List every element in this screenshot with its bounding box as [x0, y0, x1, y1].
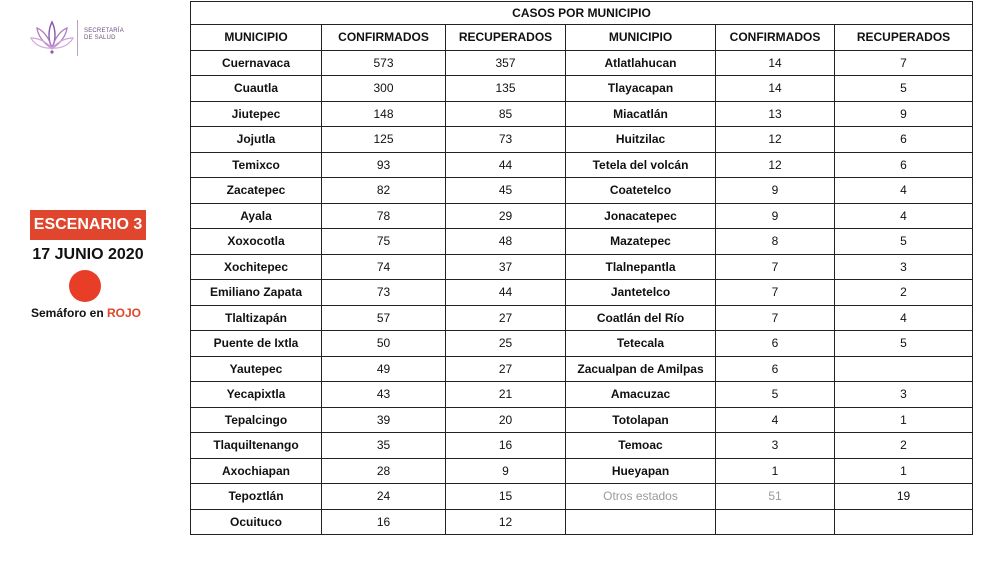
- confirmados-cell: 82: [322, 178, 446, 204]
- municipio-cell: Zacatepec: [191, 178, 322, 204]
- table-row: [191, 101, 973, 127]
- municipio-cell: Miacatlán: [566, 101, 716, 127]
- recuperados-cell: 21: [446, 382, 566, 408]
- org-name: [84, 28, 124, 42]
- recuperados-cell: 25: [446, 331, 566, 357]
- table-row: [191, 458, 973, 484]
- table-row: [191, 76, 973, 102]
- table-header-row: [191, 25, 973, 51]
- municipio-cell: Coatetelco: [566, 178, 716, 204]
- confirmados-cell: 9: [716, 178, 835, 204]
- confirmados-cell: 93: [322, 152, 446, 178]
- municipio-cell: Tepoztlán: [191, 484, 322, 510]
- recuperados-cell: 5: [835, 76, 973, 102]
- municipio-cell: Ayala: [191, 203, 322, 229]
- confirmados-cell: 148: [322, 101, 446, 127]
- confirmados-cell: 24: [322, 484, 446, 510]
- municipio-cell: Tlaquiltenango: [191, 433, 322, 459]
- recuperados-cell: 4: [835, 305, 973, 331]
- confirmados-cell: 9: [716, 203, 835, 229]
- recuperados-cell: 5: [835, 331, 973, 357]
- table-row: [191, 203, 973, 229]
- recuperados-cell: 73: [446, 127, 566, 153]
- confirmados-cell: 125: [322, 127, 446, 153]
- confirmados-cell: 51: [716, 484, 835, 510]
- column-header: CONFIRMADOS: [716, 25, 835, 51]
- column-header: MUNICIPIO: [566, 25, 716, 51]
- municipio-cell: Jonacatepec: [566, 203, 716, 229]
- municipio-cell: Temoac: [566, 433, 716, 459]
- municipio-cell: Temixco: [191, 152, 322, 178]
- recuperados-cell: 7: [835, 50, 973, 76]
- municipio-cell: Cuautla: [191, 76, 322, 102]
- recuperados-cell: [835, 509, 973, 535]
- confirmados-cell: 49: [322, 356, 446, 382]
- logo-divider: [77, 20, 78, 56]
- recuperados-cell: 1: [835, 407, 973, 433]
- table-row: [191, 50, 973, 76]
- confirmados-cell: 8: [716, 229, 835, 255]
- recuperados-cell: 1: [835, 458, 973, 484]
- municipio-cell: Axochiapan: [191, 458, 322, 484]
- table-row: [191, 152, 973, 178]
- recuperados-cell: 20: [446, 407, 566, 433]
- municipio-cell: Yautepec: [191, 356, 322, 382]
- confirmados-cell: 1: [716, 458, 835, 484]
- confirmados-cell: 4: [716, 407, 835, 433]
- recuperados-cell: 19: [835, 484, 973, 510]
- confirmados-cell: 75: [322, 229, 446, 255]
- column-header: CONFIRMADOS: [322, 25, 446, 51]
- recuperados-cell: 27: [446, 356, 566, 382]
- municipio-cell: Jiutepec: [191, 101, 322, 127]
- table-row: [191, 280, 973, 306]
- municipio-cell: Huitzilac: [566, 127, 716, 153]
- table-title: CASOS POR MUNICIPIO: [191, 2, 973, 25]
- municipio-cell: Jantetelco: [566, 280, 716, 306]
- recuperados-cell: 15: [446, 484, 566, 510]
- municipio-cell: Jojutla: [191, 127, 322, 153]
- recuperados-cell: 3: [835, 382, 973, 408]
- table-row: [191, 382, 973, 408]
- table-row: [191, 254, 973, 280]
- table-title-row: [191, 2, 973, 25]
- municipio-cell: Amacuzac: [566, 382, 716, 408]
- confirmados-cell: 7: [716, 280, 835, 306]
- municipio-cell: Emiliano Zapata: [191, 280, 322, 306]
- municipio-cell: Zacualpan de Amilpas: [566, 356, 716, 382]
- municipio-cell: Atlatlahucan: [566, 50, 716, 76]
- confirmados-cell: 12: [716, 127, 835, 153]
- recuperados-cell: 44: [446, 152, 566, 178]
- confirmados-cell: 73: [322, 280, 446, 306]
- recuperados-cell: 4: [835, 203, 973, 229]
- recuperados-cell: 45: [446, 178, 566, 204]
- recuperados-cell: 6: [835, 127, 973, 153]
- confirmados-cell: 50: [322, 331, 446, 357]
- municipio-cell: Mazatepec: [566, 229, 716, 255]
- secretaria-salud-logo: [30, 16, 140, 56]
- table-row: [191, 331, 973, 357]
- recuperados-cell: 135: [446, 76, 566, 102]
- municipio-cell: Hueyapan: [566, 458, 716, 484]
- confirmados-cell: 74: [322, 254, 446, 280]
- scenario-badge: ESCENARIO 3: [30, 210, 146, 240]
- confirmados-cell: 7: [716, 305, 835, 331]
- recuperados-cell: 2: [835, 280, 973, 306]
- column-header: MUNICIPIO: [191, 25, 322, 51]
- confirmados-cell: 6: [716, 356, 835, 382]
- semaforo-color: ROJO: [107, 306, 142, 320]
- confirmados-cell: 6: [716, 331, 835, 357]
- municipio-cell: Tetela del volcán: [566, 152, 716, 178]
- table-row: [191, 229, 973, 255]
- confirmados-cell: 16: [322, 509, 446, 535]
- municipio-cell: Ocuituco: [191, 509, 322, 535]
- recuperados-cell: 85: [446, 101, 566, 127]
- semaforo-prefix: Semáforo en: [30, 306, 107, 320]
- recuperados-cell: 6: [835, 152, 973, 178]
- recuperados-cell: 2: [835, 433, 973, 459]
- municipio-cell: Coatlán del Río: [566, 305, 716, 331]
- confirmados-cell: 39: [322, 407, 446, 433]
- confirmados-cell: 7: [716, 254, 835, 280]
- confirmados-cell: 3: [716, 433, 835, 459]
- table-row: [191, 433, 973, 459]
- recuperados-cell: 44: [446, 280, 566, 306]
- table-row: [191, 356, 973, 382]
- municipio-cell: Tepalcingo: [191, 407, 322, 433]
- recuperados-cell: 29: [446, 203, 566, 229]
- confirmados-cell: 43: [322, 382, 446, 408]
- municipio-cell: Xoxocotla: [191, 229, 322, 255]
- table-row: [191, 178, 973, 204]
- org-line1: SECRETARÍA: [84, 28, 124, 34]
- org-line2: DE SALUD: [84, 35, 116, 41]
- municipio-cell: Puente de Ixtla: [191, 331, 322, 357]
- municipio-cell: Yecapixtla: [191, 382, 322, 408]
- recuperados-cell: 27: [446, 305, 566, 331]
- table-row: [191, 484, 973, 510]
- recuperados-cell: 357: [446, 50, 566, 76]
- municipio-cell: Cuernavaca: [191, 50, 322, 76]
- municipio-cell: Tlalnepantla: [566, 254, 716, 280]
- table-row: [191, 407, 973, 433]
- municipio-cell: Totolapan: [566, 407, 716, 433]
- municipio-cell: [566, 509, 716, 535]
- confirmados-cell: 14: [716, 50, 835, 76]
- confirmados-cell: 35: [322, 433, 446, 459]
- municipio-cell: Tetecala: [566, 331, 716, 357]
- recuperados-cell: 9: [446, 458, 566, 484]
- traffic-light-dot: [69, 270, 101, 302]
- confirmados-cell: 57: [322, 305, 446, 331]
- confirmados-cell: 28: [322, 458, 446, 484]
- recuperados-cell: 37: [446, 254, 566, 280]
- table-body: [191, 50, 973, 535]
- confirmados-cell: 12: [716, 152, 835, 178]
- cases-table: [190, 1, 973, 535]
- municipio-cell: Otros estados: [566, 484, 716, 510]
- lotus-emblem-icon: [30, 16, 74, 56]
- recuperados-cell: 12: [446, 509, 566, 535]
- confirmados-cell: 78: [322, 203, 446, 229]
- table-row: [191, 305, 973, 331]
- municipio-cell: Xochitepec: [191, 254, 322, 280]
- confirmados-cell: 573: [322, 50, 446, 76]
- recuperados-cell: 3: [835, 254, 973, 280]
- semaforo-status: [14, 306, 158, 320]
- municipio-cell: Tlayacapan: [566, 76, 716, 102]
- report-date: 17 JUNIO 2020: [32, 246, 144, 263]
- table-row: [191, 127, 973, 153]
- table-row: [191, 509, 973, 535]
- confirmados-cell: 5: [716, 382, 835, 408]
- confirmados-cell: [716, 509, 835, 535]
- recuperados-cell: 5: [835, 229, 973, 255]
- recuperados-cell: 4: [835, 178, 973, 204]
- confirmados-cell: 300: [322, 76, 446, 102]
- recuperados-cell: 48: [446, 229, 566, 255]
- recuperados-cell: 16: [446, 433, 566, 459]
- column-header: RECUPERADOS: [446, 25, 566, 51]
- confirmados-cell: 13: [716, 101, 835, 127]
- confirmados-cell: 14: [716, 76, 835, 102]
- municipio-cell: Tlaltizapán: [191, 305, 322, 331]
- recuperados-cell: 9: [835, 101, 973, 127]
- column-header: RECUPERADOS: [835, 25, 973, 51]
- recuperados-cell: [835, 356, 973, 382]
